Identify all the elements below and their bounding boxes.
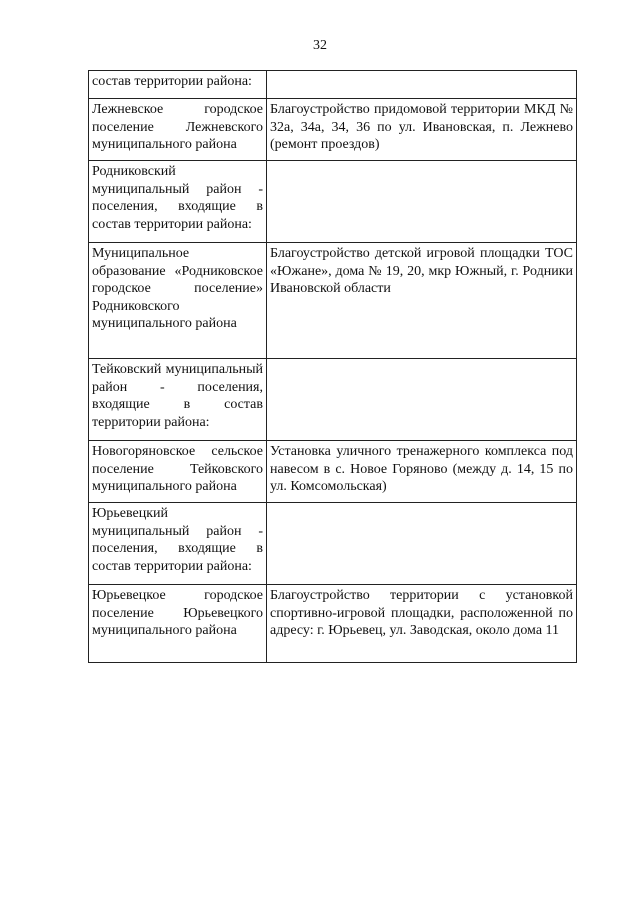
project-cell (267, 71, 577, 99)
table-row (89, 71, 577, 99)
projects-table (88, 70, 577, 663)
municipality-cell (89, 359, 267, 441)
municipality-text: Юрьевецкое городское поселение Юрьевецкого муниципального района (92, 588, 263, 638)
municipality-cell (89, 99, 267, 161)
project-cell (267, 503, 577, 585)
municipality-text: Лежневское городское поселение Лежневского муниципального района (92, 102, 263, 152)
project-cell (267, 441, 577, 503)
project-cell (267, 585, 577, 663)
table-row (89, 441, 577, 503)
municipality-text: Юрьевецкий муниципальный район - поселения, входящие в состав территории района: (92, 506, 263, 574)
page-number: 32 (313, 38, 327, 53)
municipality-cell (89, 585, 267, 663)
table-row (89, 503, 577, 585)
table-row (89, 99, 577, 161)
municipality-cell (89, 503, 267, 585)
project-cell (267, 243, 577, 359)
municipality-cell (89, 71, 267, 99)
municipality-text: Тейковский муниципальный район - поселения, входящие в состав территории района: (92, 362, 263, 430)
project-cell (267, 359, 577, 441)
municipality-cell (89, 243, 267, 359)
table-row (89, 585, 577, 663)
project-text: Благоустройство придомовой территории МКД № 32а, 34а, 34, 36 по ул. Ивановская, п. Лежнево (ремонт проездов) (270, 102, 573, 152)
municipality-cell (89, 441, 267, 503)
project-text: Установка уличного тренажерного комплекса под навесом в с. Новое Горяново (между д. 14, 15 по ул. Комсомольская) (270, 444, 573, 494)
municipality-cell (89, 161, 267, 243)
municipality-text: Новогоряновское сельское поселение Тейковского муниципального района (92, 444, 263, 494)
table-row (89, 359, 577, 441)
table-row (89, 243, 577, 359)
project-cell (267, 99, 577, 161)
project-text: Благоустройство детской игровой площадки ТОС «Южане», дома № 19, 20, мкр Южный, г. Родники Ивановской области (270, 246, 573, 296)
municipality-text: Родниковский муниципальный район - поселения, входящие в состав территории района: (92, 164, 263, 232)
project-text: Благоустройство территории с установкой спортивно-игровой площадки, расположенной по адресу: г. Юрьевец, ул. Заводская, около дома 11 (270, 588, 573, 638)
table-row (89, 161, 577, 243)
project-cell (267, 161, 577, 243)
municipality-text: Муниципальное образование «Родниковское городское поселение» Родниковского муниципального района (92, 246, 263, 331)
municipality-text: состав территории района: (92, 74, 252, 89)
